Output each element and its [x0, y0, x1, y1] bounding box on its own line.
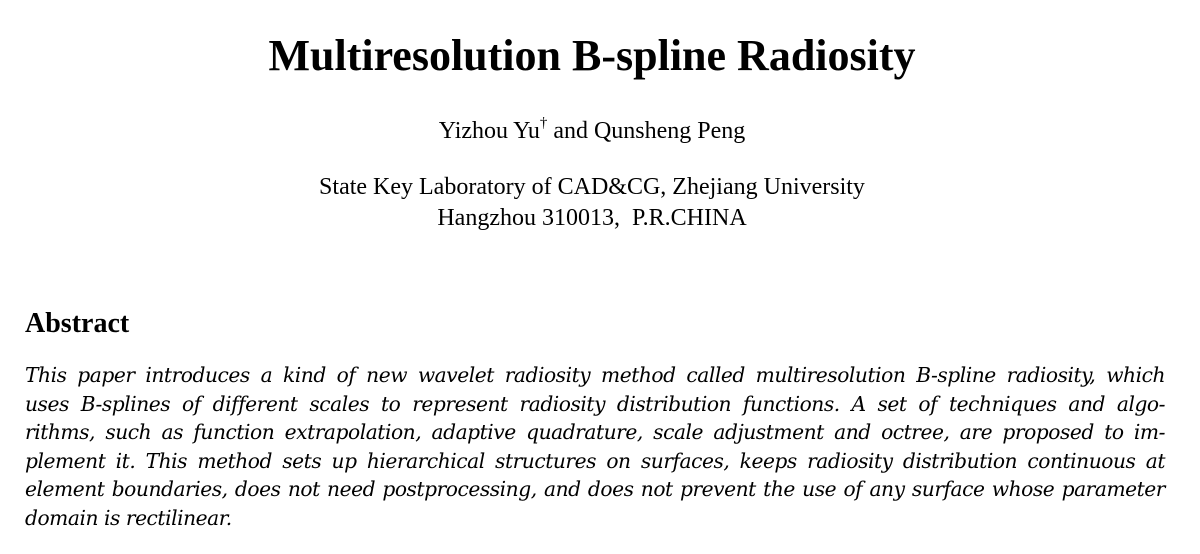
- paper-title: Multiresolution B-spline Radiosity: [268, 31, 916, 80]
- affiliation-line-1: State Key Laboratory of CAD&CG, Zhejiang University: [319, 174, 865, 200]
- abstract-line: element boundaries, does not need postprocessing, and does not prevent the use of any surface whose parameter: [25, 477, 1165, 502]
- abstract-line: rithms, such as function extrapolation, adaptive quadrature, scale adjustment and octree, are proposed to im-: [25, 420, 1165, 445]
- dagger-footnote-mark: †: [539, 115, 548, 131]
- affiliation: [0, 172, 1184, 234]
- abstract-line: This paper introduces a kind of new wavelet radiosity method called multiresolution B-spline radiosity, which: [25, 363, 1165, 387]
- abstract-line: plement it. This method sets up hierarchical structures on surfaces, keeps radiosity distribution continuous at: [25, 448, 1165, 473]
- author-name-1: Yizhou Yu: [438, 118, 540, 144]
- author-line: [0, 114, 1184, 148]
- author-name-2: and Qunsheng Peng: [547, 118, 746, 144]
- abstract-line: domain is rectilinear.: [25, 505, 232, 530]
- abstract-line: uses B-splines of different scales to represent radiosity distribution functions. A set of techniques and algo-: [25, 391, 1165, 416]
- abstract-heading: Abstract: [25, 308, 130, 339]
- affiliation-line-2: Hangzhou 310013, P.R.CHINA: [437, 205, 747, 231]
- abstract-text: [25, 361, 1165, 533]
